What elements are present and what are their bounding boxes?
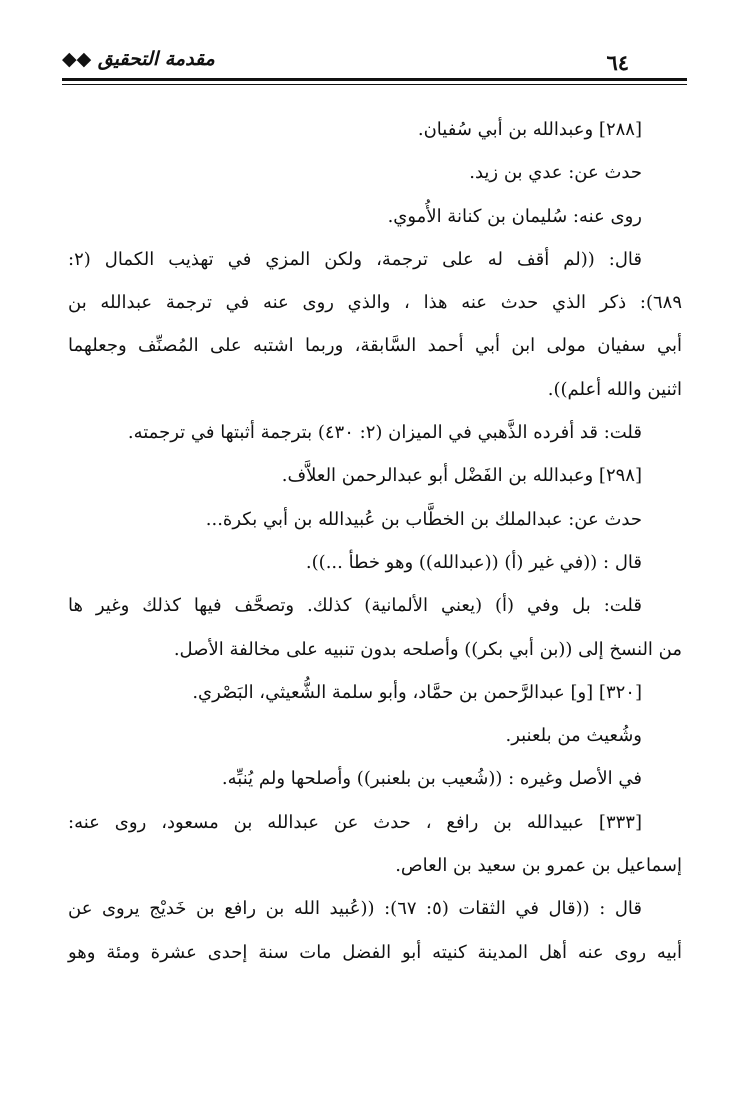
text-line: أبي سفيان مولى ابن أبي أحمد السَّابقة، وربما اشتبه على المُصنِّف وجعلهما xyxy=(68,335,682,357)
text-line: قلت: قد أفرده الذَّهبي في الميزان (٢: ٤٣٠) بترجمة أثبتها في ترجمته. xyxy=(127,422,642,444)
text-line: قلت: بل وفي (أ) (يعني الألمانية) كذلك. وتصحَّف فيها كذلك وغير ها xyxy=(68,595,642,617)
text-line: [٣٣٣] عبيدالله بن رافع ، حدث عن عبدالله بن مسعود، روى عنه: xyxy=(68,811,642,833)
text-line: [٣٢٠] [و] عبدالرَّحمن بن حمَّاد، وأبو سلمة الشُّعيثي، البَصْري. xyxy=(192,681,642,703)
text-line: من النسخ إلى ((بن أبي بكر)) وأصلحه بدون تنبيه على مخالفة الأصل. xyxy=(173,638,682,660)
text-line: وشُعيث من بلعنبر. xyxy=(505,725,642,747)
header-rule-thin xyxy=(62,84,687,85)
text-line: [٢٨٨] وعبدالله بن أبي سُفيان. xyxy=(417,119,642,140)
text-line: قال : ((في غير (أ) ((عبدالله)) وهو خطأ ...)). xyxy=(305,551,642,573)
text-line: أبيه روى عنه أهل المدينة كنيته أبو الفضل مات سنة إحدى عشرة ومئة وهو xyxy=(68,941,682,963)
text-line: قال : ((قال في الثقات (٥: ٦٧): ((عُبيد الله بن رافع بن خَديْج يروى عن xyxy=(68,898,642,920)
text-line: في الأصل وغيره : ((شُعيب بن بلعنبر)) وأصلحها ولم يُنبِّه. xyxy=(221,768,642,790)
body-text xyxy=(68,108,682,974)
text-line: قال: ((لم أقف له على ترجمة، ولكن المزي في تهذيب الكمال (٢: xyxy=(68,248,642,270)
text-line: إسماعيل بن عمرو بن سعيد بن العاص. xyxy=(395,855,682,877)
page-number: ٦٤ xyxy=(606,50,629,75)
text-line: روى عنه: سُليمان بن كنانة الأُموي. xyxy=(387,205,642,227)
header-rule-thick xyxy=(62,78,687,81)
text-line: حدث عن: عبدالملك بن الخطَّاب بن عُبيدالله بن أبي بكرة... xyxy=(205,508,642,530)
text-line: [٢٩٨] وعبدالله بن الفَضْل أبو عبدالرحمن العلاَّف. xyxy=(281,465,642,487)
text-line: اثنين والله أعلم)). xyxy=(547,378,682,400)
text-line: ٦٨٩): ذكر الذي حدث عنه هذا ، والذي روى عنه في ترجمة عبدالله بن xyxy=(68,292,682,314)
text-line: حدث عن: عدي بن زيد. xyxy=(469,162,642,184)
running-title: مقدمة التحقيق ◆◆ xyxy=(62,48,215,70)
